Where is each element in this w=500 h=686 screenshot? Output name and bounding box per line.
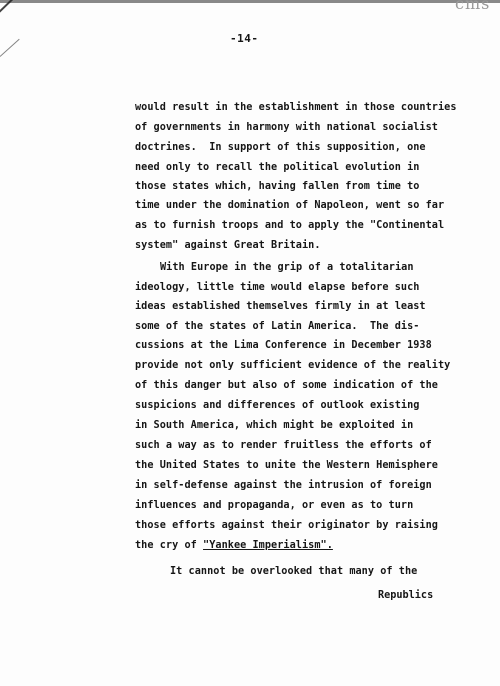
corner-handwritten-mark: cms xyxy=(455,0,491,13)
body-line: provide not only sufficient evidence of the reality xyxy=(135,360,451,371)
body-line: influences and propaganda, or even as to turn xyxy=(135,500,414,511)
body-line-text: the cry of xyxy=(135,540,204,551)
body-line: of this danger but also of some indication of the xyxy=(135,380,438,391)
paragraph-first-line: With Europe in the grip of a totalitarian xyxy=(160,262,414,273)
body-line: cussions at the Lima Conference in December 1938 xyxy=(135,340,432,351)
page-number: -14- xyxy=(230,32,259,45)
body-line: those states which, having fallen from time to xyxy=(135,181,420,192)
body-line: suspicions and differences of outlook existing xyxy=(135,400,420,411)
body-line: ideology, little time would elapse before such xyxy=(135,282,420,293)
body-line: would result in the establishment in those countries xyxy=(135,102,457,113)
body-line: those efforts against their originator by raising xyxy=(135,520,438,531)
corner-fold-mark-secondary xyxy=(0,39,20,57)
body-line: time under the domination of Napoleon, went so far xyxy=(135,200,445,211)
body-line: the United States to unite the Western Hemisphere xyxy=(135,460,438,471)
body-line: in self-defense against the intrusion of foreign xyxy=(135,480,432,491)
body-line: some of the states of Latin America. The dis- xyxy=(135,321,420,332)
body-line: in South America, which might be exploited in xyxy=(135,420,414,431)
body-line: as to furnish troops and to apply the "Continental xyxy=(135,220,445,231)
body-line: of governments in harmony with national socialist xyxy=(135,122,438,133)
body-line: system" against Great Britain. xyxy=(135,240,321,251)
body-line: such a way as to render fruitless the efforts of xyxy=(135,440,432,451)
paragraph-first-line: It cannot be overlooked that many of the xyxy=(170,566,418,577)
body-line: ideas established themselves firmly in at least xyxy=(135,301,426,312)
scan-top-edge xyxy=(0,0,500,3)
body-line: need only to recall the political evolution in xyxy=(135,162,420,173)
catchword: Republics xyxy=(378,590,434,601)
body-line: doctrines. In support of this supposition, one xyxy=(135,142,426,153)
body-line-with-underline xyxy=(135,540,333,552)
underlined-phrase: "Yankee Imperialism". xyxy=(203,540,333,551)
